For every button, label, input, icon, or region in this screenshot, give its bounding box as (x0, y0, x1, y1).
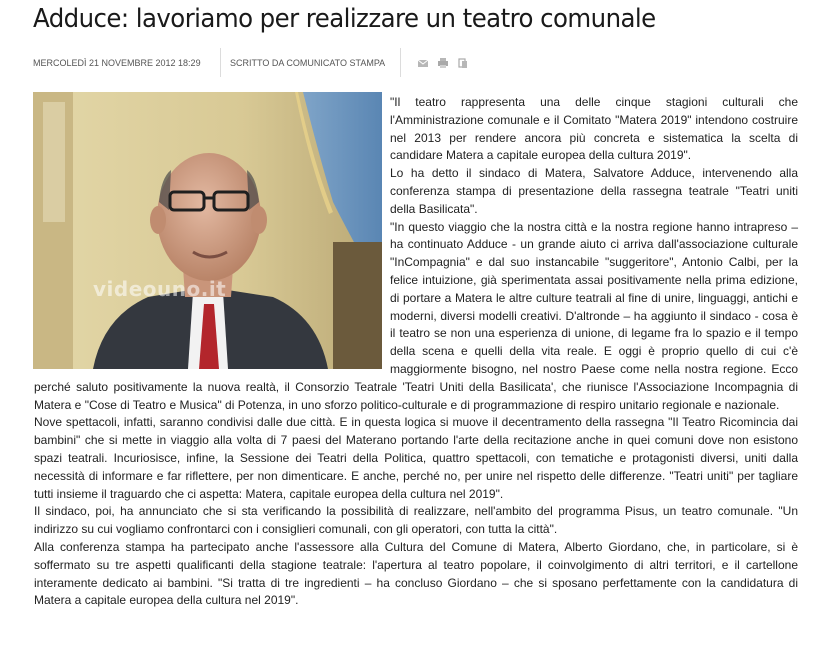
article-paragraph: "Il teatro rappresenta una delle cinque stagioni culturali che l'Amministrazione comunale e il Comitato "Matera 2019" intendono costruire nel 2013 per rendere ancora più concreta e sistematica la scelta di candidare Matera a capitale europea della cultura 2019". (390, 95, 798, 163)
article-paragraph: "In questo viaggio che la nostra città e la nostra regione hanno intrapreso – ha continuato Adduce - un grande aiuto ci arriva dall'associazione culturale "InCompagnia" e dal suo instancabile "suggeritore", Antonio Calbi, per la felice intuizione, già sperimentata assai positivamente nella prima edizione, di portare a Matera le altre culture teatrali al fine di unire, linguaggi, antichi e moderni, diversi modelli creativi. D'altronde – ha aggiunto il sindaco - cosa è il teatro se non una esperienza di unione, di legame fra lo spazio e il tempo della scena e quelli della vita reale. E oggi è proprio quello di cui c'è maggiormente bisogno, nel nostro Paese come nella nostra regione. Ecco perché saluto positivamente la nuova realtà, il Consorzio Teatrale 'Teatri Uniti della Basilicata', che riunisce l'Associazione Incompagnia di Matera e "Cose di Teatro e Musica" di Potenza, in uno sforzo politico-culturale e di programmazione di respiro unitario regionale e nazionale. (34, 219, 798, 412)
pdf-icon[interactable] (457, 57, 469, 69)
article-paragraph: Alla conferenza stampa ha partecipato anche l'assessore alla Cultura del Comune di Matera, Alberto Giordano, che, in particolare, si è soffermato su tre aspetti qualificanti della stagione teatrale: l'apertura al teatro popolare, il coinvolgimento di altri territori, e il cartellone interamente dedicato ai bambini. "Si tratta di tre ingredienti – ha concluso Giordano – che si sposano perfettamente con la candidatura di Matera a capitale europea della cultura nel 2019". (34, 539, 798, 608)
article-paragraph: Il sindaco, poi, ha annunciato che si sta verificando la possibilità di realizzare, nell'ambito del programma Pisus, un teatro comunale. "Un indirizzo su cui vogliamo confrontarci con i consiglieri comunali, con gli operatori, con tutta la città". (34, 504, 798, 537)
article-paragraph: Lo ha detto il sindaco di Matera, Salvatore Adduce, intervenendo alla conferenza stampa di presentazione della rassegna teatrale "Teatri uniti della Basilicata". (390, 166, 798, 216)
meta-separator (220, 48, 221, 77)
article-title: Adduce: lavoriamo per realizzare un teatro comunale (33, 4, 656, 34)
article-author: SCRITTO DA COMUNICATO STAMPA (230, 58, 386, 68)
article-meta (33, 48, 483, 78)
meta-separator (400, 48, 401, 77)
article-body (34, 94, 798, 610)
print-icon[interactable] (437, 57, 449, 69)
article-paragraph: Nove spettacoli, infatti, saranno condivisi dalle due città. E in questa logica si muove il decentramento della rassegna "Il Teatro Ricomincia dai bambini" che si mette in viaggio alla volta di 7 paesi del Materano portando l'arte della recitazione anche in quei comuni dove non esistono spazi teatrali. Incuriosisce, infine, la Sessione dei Teatri della Politica, quattro spettacoli, con tematiche e protagonisti diversi, uniti dalla necessità di informare e far riflettere, per non dimenticare. E anche, perché no, per unire nel rispetto delle differenze. "Teatri uniti" per tagliare tutti insieme il traguardo che ci aspetta: Matera, capitale europea della cultura nel 2019". (34, 415, 798, 501)
email-icon[interactable] (417, 57, 429, 69)
photo-watermark: videouno.it (93, 277, 227, 301)
photo-float-spacer (34, 94, 390, 374)
article-date: MERCOLEDÌ 21 NOVEMBRE 2012 18:29 (33, 58, 201, 68)
